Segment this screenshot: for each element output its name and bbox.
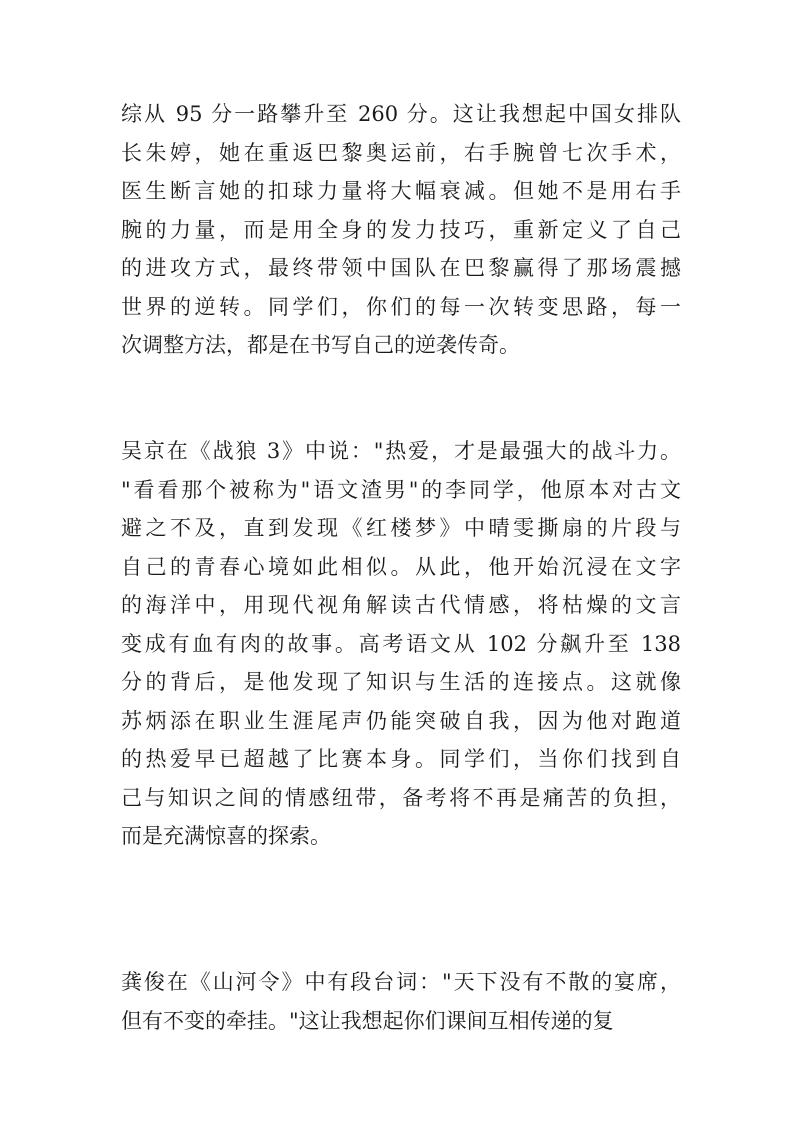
text-line: 吴京在《战狼 3》中说："热爱，才是最强大的战斗力。: [121, 439, 681, 463]
text-line: 龚俊在《山河令》中有段台词："天下没有不散的宴席，: [121, 970, 681, 994]
text-line: 分的背后，是他发现了知识与生活的连接点。这就像: [121, 670, 681, 694]
text-line: 长朱婷，她在重返巴黎奥运前，右手腕曾七次手术，: [121, 140, 681, 165]
text-line: 自己的青春心境如此相似。从此，他开始沉浸在文字: [121, 554, 681, 579]
text-line: 的热爱早已超越了比赛本身。同学们，当你们找到自: [121, 747, 681, 771]
text-line: 己与知识之间的情感纽带，备考将不再是痛苦的负担，: [121, 785, 681, 810]
text-line: 苏炳添在职业生涯尾声仍能突破自我，因为他对跑道: [121, 708, 681, 733]
text-line: 腕的力量，而是用全身的发力技巧，重新定义了自己: [121, 217, 681, 242]
text-line: 次调整方法，都是在书写自己的逆袭传奇。: [121, 333, 520, 357]
text-line: "看看那个被称为"语文渣男"的李同学，他原本对古文: [121, 477, 681, 502]
text-line: 变成有血有肉的故事。高考语文从 102 分飙升至 138: [121, 631, 681, 656]
text-line: 综从 95 分一路攀升至 260 分。这让我想起中国女排队: [121, 102, 681, 126]
text-line: 而是充满惊喜的探索。: [121, 824, 331, 848]
text-line: 医生断言她的扣球力量将大幅衰减。但她不是用右手: [121, 179, 681, 203]
paragraph-2: [121, 432, 681, 856]
text-line: 但有不变的牵挂。"这让我想起你们课间互相传递的复: [121, 1008, 614, 1033]
paragraph-1: [121, 95, 681, 365]
text-line: 世界的逆转。同学们，你们的每一次转变思路，每一: [121, 294, 681, 319]
paragraph-3: [121, 963, 681, 1040]
text-line: 的进攻方式，最终带领中国队在巴黎赢得了那场震撼: [121, 256, 681, 280]
text-line: 避之不及，直到发现《红楼梦》中晴雯撕扇的片段与: [121, 516, 681, 540]
text-line: 的海洋中，用现代视角解读古代情感，将枯燥的文言: [121, 593, 681, 617]
